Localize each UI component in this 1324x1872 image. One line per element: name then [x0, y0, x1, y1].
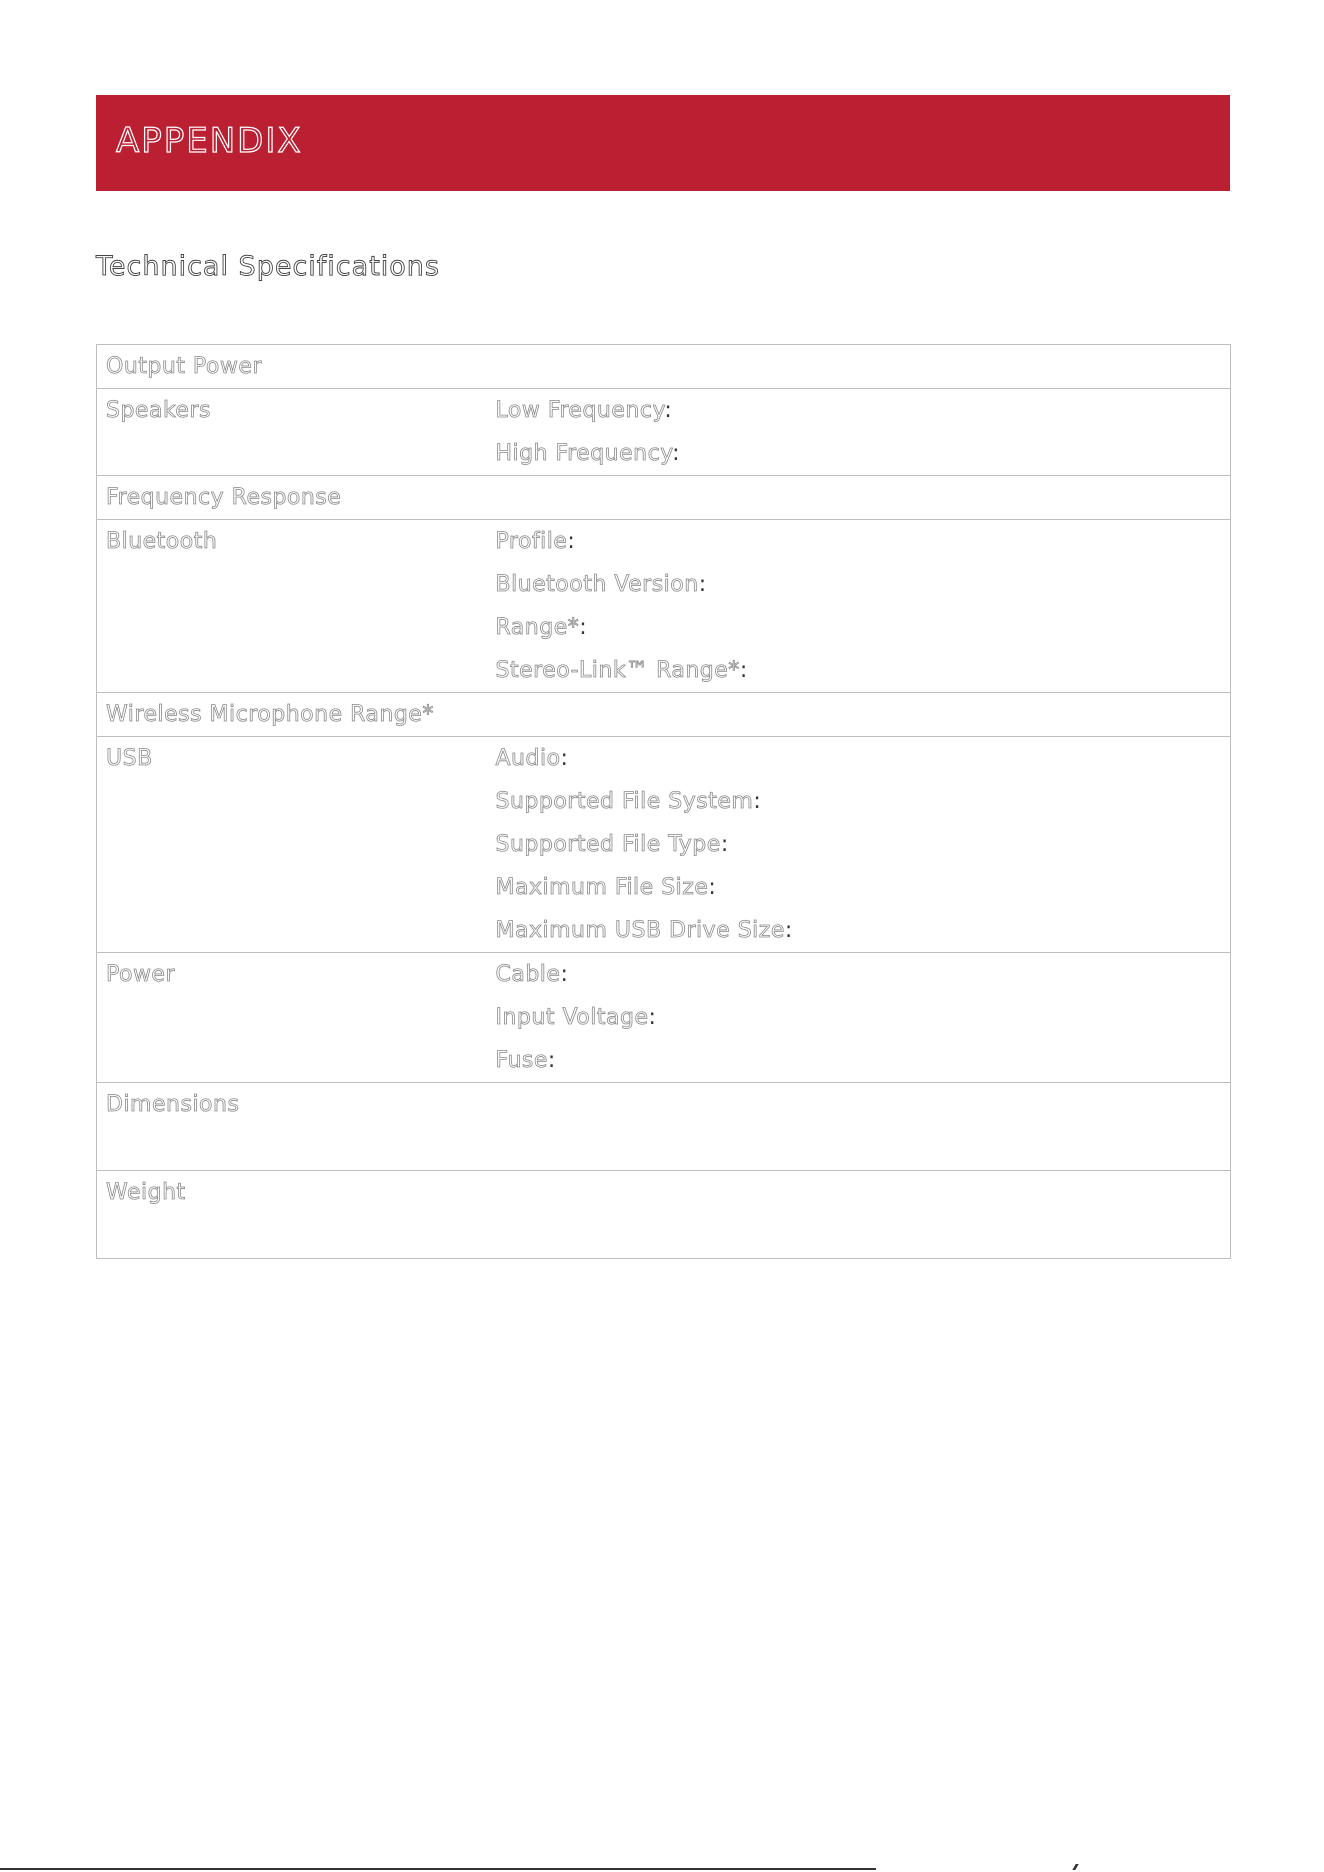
spec-detail-cell: [487, 953, 1231, 1083]
spec-row-speakers: [97, 389, 1231, 476]
spec-detail-item: [487, 866, 1231, 909]
spec-detail-cell: [487, 1171, 1231, 1259]
detail-colon: :: [560, 962, 569, 987]
spec-detail-item: [487, 389, 1231, 432]
spec-detail-label: Maximum USB Drive Size: [495, 918, 785, 943]
spec-label: Power: [106, 962, 176, 987]
spec-detail-label: Fuse: [495, 1048, 548, 1073]
spec-label-cell: [97, 953, 487, 1083]
detail-colon: :: [560, 746, 569, 771]
spec-label-cell: [97, 693, 487, 737]
detail-colon: :: [708, 875, 717, 900]
spec-row-power: [97, 953, 1231, 1083]
spec-row-frequency-response: [97, 476, 1231, 520]
spec-detail-label: Input Voltage: [495, 1005, 649, 1030]
spec-label-cell: [97, 1171, 487, 1259]
spec-detail-cell: [487, 389, 1231, 476]
spec-label-cell: [97, 520, 487, 693]
detail-colon: :: [567, 529, 576, 554]
spec-detail-label: Audio: [495, 746, 561, 771]
spec-detail-item: [487, 737, 1231, 780]
spec-detail-label: Bluetooth Version: [495, 572, 699, 597]
spec-detail-item: [487, 996, 1231, 1039]
spec-detail-label: Profile: [495, 529, 568, 554]
banner-title: APPENDIX: [116, 121, 303, 161]
spec-detail-cell: [487, 520, 1231, 693]
spec-label: Weight: [106, 1180, 186, 1205]
spec-detail-item: [487, 1039, 1231, 1082]
detail-colon: :: [720, 832, 729, 857]
detail-colon: :: [672, 441, 681, 466]
spec-label: Speakers: [106, 398, 211, 423]
spec-row-dimensions: [97, 1083, 1231, 1171]
detail-colon: :: [698, 572, 707, 597]
spec-row-bluetooth: [97, 520, 1231, 693]
detail-colon: :: [547, 1048, 556, 1073]
detail-colon: :: [784, 918, 793, 943]
spec-label-cell: [97, 1083, 487, 1171]
detail-colon: :: [579, 615, 588, 640]
spec-label: Wireless Microphone Range*: [106, 702, 434, 727]
spec-detail-label: Cable: [495, 962, 561, 987]
spec-detail-label: Maximum File Size: [495, 875, 709, 900]
section-title: Technical Specifications: [96, 251, 440, 282]
spec-label: Bluetooth: [106, 529, 218, 554]
spec-detail-item: [487, 649, 1231, 692]
spec-detail-label: Supported File System: [495, 789, 754, 814]
detail-colon: :: [753, 789, 762, 814]
spec-label: USB: [106, 746, 153, 771]
spec-row-output-power: [97, 345, 1231, 389]
spec-detail-item: [487, 823, 1231, 866]
detail-colon: :: [648, 1005, 657, 1030]
spec-label-cell: [97, 737, 487, 953]
spec-detail-cell: [487, 476, 1231, 520]
spec-label: Output Power: [106, 354, 262, 379]
spec-detail-label: Low Frequency: [495, 398, 665, 423]
spec-detail-item: [487, 520, 1231, 563]
spec-row-usb: [97, 737, 1231, 953]
footer-rule: [0, 1868, 876, 1870]
spec-label-cell: [97, 476, 487, 520]
spec-detail-cell: [487, 693, 1231, 737]
spec-detail-item: [487, 432, 1231, 475]
spec-detail-item: [487, 780, 1231, 823]
spec-label: Frequency Response: [106, 485, 342, 510]
spec-detail-cell: [487, 345, 1231, 389]
spec-detail-cell: [487, 737, 1231, 953]
spec-detail-label: Range*: [495, 615, 580, 640]
spec-detail-item: [487, 953, 1231, 996]
spec-detail-item: [487, 909, 1231, 952]
spec-label-cell: [97, 389, 487, 476]
spec-row-wireless-microphone-range: [97, 693, 1231, 737]
detail-colon: :: [739, 658, 748, 683]
detail-colon: :: [664, 398, 673, 423]
spec-table: [96, 344, 1231, 1259]
spec-detail-item: [487, 606, 1231, 649]
spec-detail-label: High Frequency: [495, 441, 673, 466]
spec-detail-item: [487, 563, 1231, 606]
footer-tick-mark: [1072, 1864, 1078, 1870]
spec-detail-label: Supported File Type: [495, 832, 721, 857]
appendix-banner: [96, 95, 1230, 191]
spec-detail-cell: [487, 1083, 1231, 1171]
spec-label: Dimensions: [106, 1092, 240, 1117]
spec-row-weight: [97, 1171, 1231, 1259]
spec-detail-label: Stereo-Link™ Range*: [495, 658, 740, 683]
spec-label-cell: [97, 345, 487, 389]
